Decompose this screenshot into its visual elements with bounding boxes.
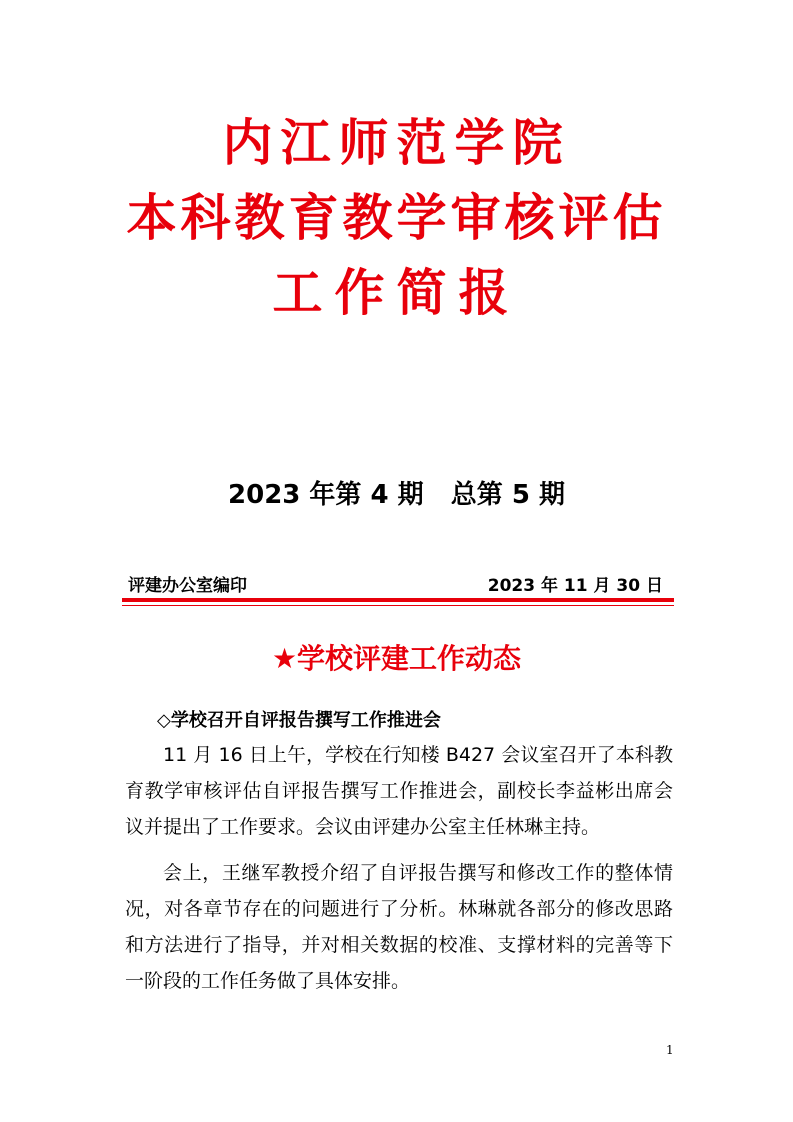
page-number: 1 — [666, 1043, 674, 1057]
article-paragraph: 会上，王继军教授介绍了自评报告撰写和修改工作的整体情况，对各章节存在的问题进行了分析。林琳就各部分的修改思路和方法进行了指导，并对相关数据的校准、支撑材料的完善等下一阶段的工作任务做了具体安排。 — [125, 862, 673, 992]
issue-number: 2023 年第 4 期 总第 5 期 — [228, 480, 565, 510]
article-headline: ◇学校召开自评报告撰写工作推进会 — [157, 710, 441, 731]
masthead-line-2: 本科教育教学审核评估 — [126, 188, 667, 247]
masthead-line-1: 内江师范学院 — [222, 113, 571, 172]
section-title: ★学校评建工作动态 — [271, 642, 522, 675]
publish-date: 2023 年 11 月 30 日 — [487, 576, 663, 596]
article-paragraph: 11 月 16 日上午，学校在行知楼 B427 会议室召开了本科教育教学审核评估自评报告撰写工作推进会，副校长李益彬出席会议并提出了工作要求。会议由评建办公室主任林琳主持。 — [125, 744, 673, 838]
header-divider-thick — [122, 598, 674, 602]
masthead-line-3: 工作简报 — [272, 263, 521, 322]
header-divider-thin — [122, 605, 674, 606]
publisher: 评建办公室编印 — [128, 576, 247, 596]
